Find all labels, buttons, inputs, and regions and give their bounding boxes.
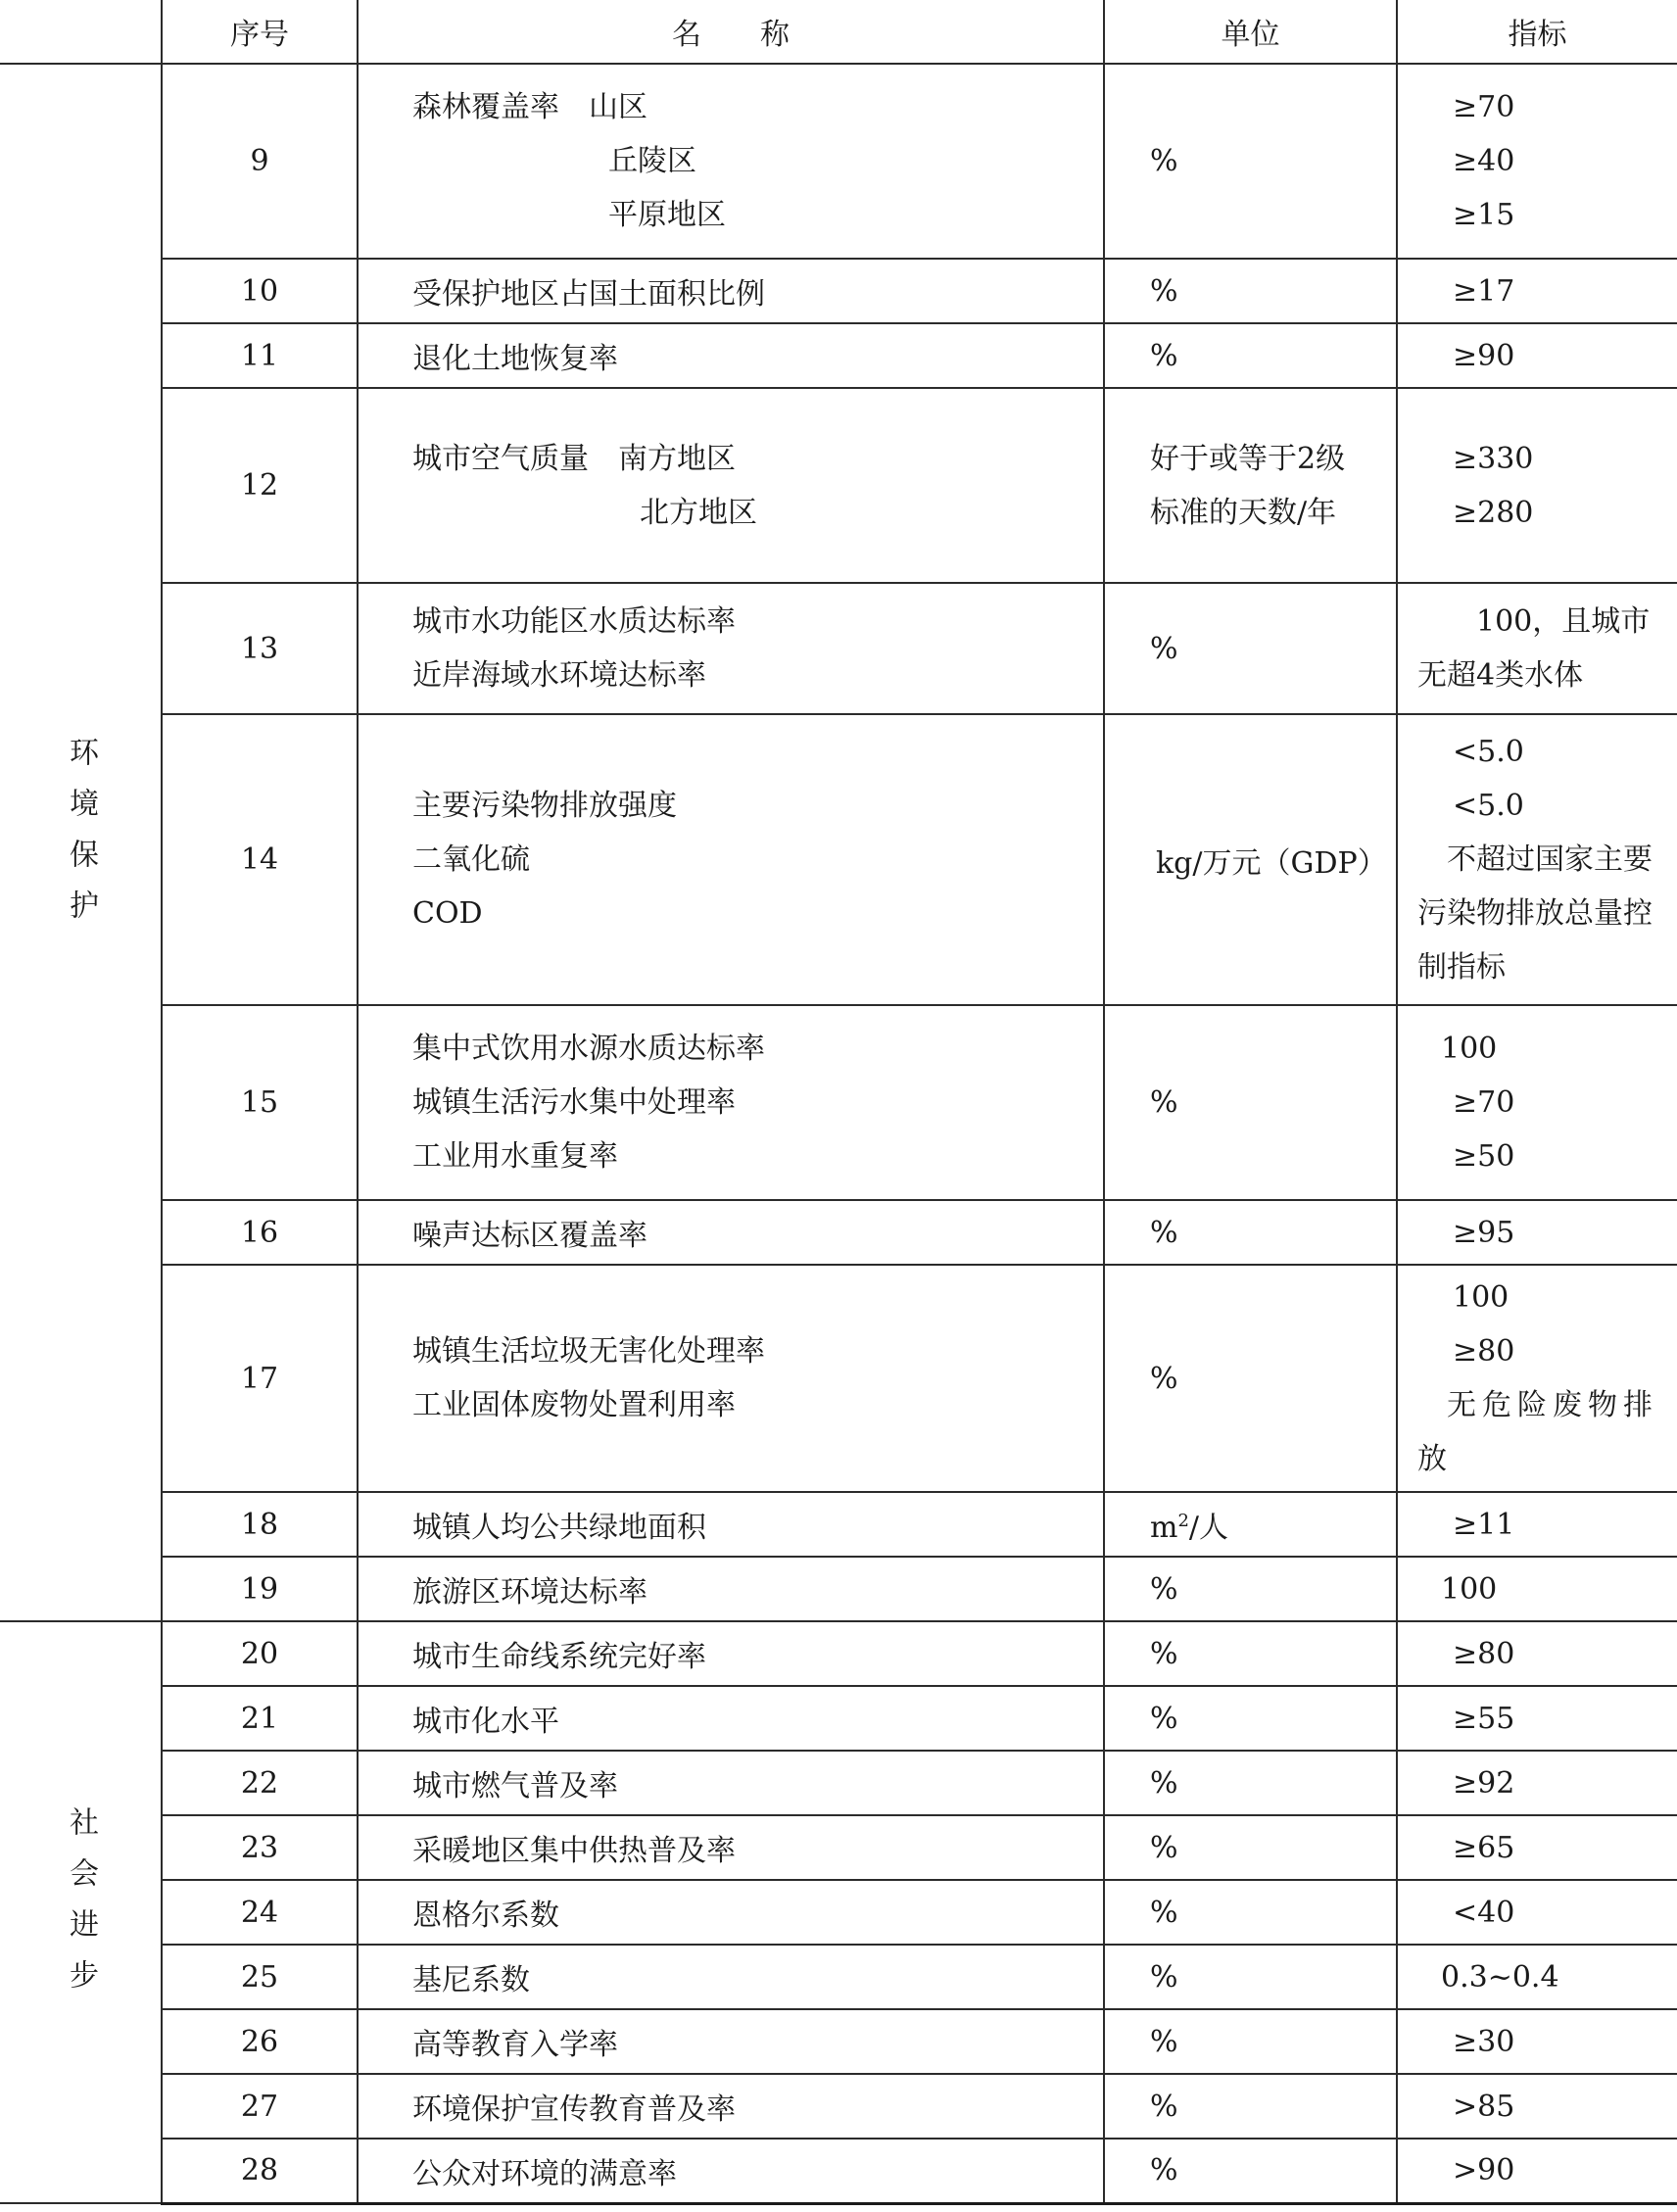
table-row [0, 1005, 1677, 1200]
indicator-line: ≥15 [1453, 198, 1515, 232]
row-number: 25 [162, 1945, 358, 2009]
name-line: 城镇生活污水集中处理率 [412, 1085, 736, 1120]
row-name: 退化土地恢复率 [358, 323, 1104, 388]
row-indicator [1397, 1265, 1677, 1492]
table-row [0, 714, 1677, 1005]
row-unit: % [1104, 2074, 1397, 2139]
indicator-line: ≥80 [1453, 1636, 1515, 1671]
row-name: 噪声达标区覆盖率 [358, 1200, 1104, 1265]
indicator-line: ≥17 [1453, 273, 1515, 309]
name-line: 二氧化硫 [412, 842, 530, 877]
row-number: 21 [162, 1686, 358, 1751]
row-number: 15 [162, 1005, 358, 1200]
row-name [358, 388, 1104, 583]
name-line: 工业用水重复率 [412, 1139, 618, 1174]
row-number: 26 [162, 2009, 358, 2074]
row-indicator [1397, 1815, 1677, 1880]
unit-line: 标准的天数/年 [1150, 495, 1337, 530]
row-unit: % [1104, 1005, 1397, 1200]
row-unit: kg/万元（GDP） [1104, 714, 1397, 1005]
table-row [0, 2009, 1677, 2074]
table-row [0, 323, 1677, 388]
indicator-line: ≥70 [1453, 1085, 1515, 1120]
row-name: 基尼系数 [358, 1945, 1104, 2009]
indicator-line: 100，且城市无超4类水体 [1417, 604, 1651, 693]
unit-base: m [1150, 1511, 1178, 1545]
row-name: 城市燃气普及率 [358, 1751, 1104, 1815]
indicator-line: ≥95 [1453, 1215, 1515, 1250]
unit-line: 好于或等于2级 [1150, 441, 1346, 476]
row-name: 受保护地区占国土面积比例 [358, 259, 1104, 323]
indicator-line: ≥65 [1453, 1830, 1515, 1865]
indicator-line: 100 [1441, 1032, 1498, 1066]
row-indicator [1397, 64, 1677, 259]
row-unit: % [1104, 323, 1397, 388]
indicator-line: ≥280 [1453, 495, 1534, 530]
indicator-line: 不超过国家主要污染物排放总量控制指标 [1417, 842, 1653, 985]
row-unit: % [1104, 1880, 1397, 1945]
row-unit: % [1104, 2009, 1397, 2074]
header-row [0, 0, 1677, 64]
indicator-line: ≥70 [1453, 90, 1515, 124]
row-name: 旅游区环境达标率 [358, 1557, 1104, 1621]
row-indicator [1397, 1686, 1677, 1751]
row-indicator [1397, 1492, 1677, 1557]
row-name: 高等教育入学率 [358, 2009, 1104, 2074]
indicator-line: ≥40 [1453, 144, 1515, 178]
row-unit [1104, 388, 1397, 583]
unit-superscript: 2 [1177, 1511, 1189, 1531]
indicator-line: ≥30 [1453, 2024, 1515, 2059]
table-row [0, 1815, 1677, 1880]
indicator-line: 100 [1453, 1280, 1509, 1315]
row-number: 16 [162, 1200, 358, 1265]
table-row [0, 388, 1677, 583]
table-row [0, 2139, 1677, 2203]
row-name: 城市生命线系统完好率 [358, 1621, 1104, 1686]
indicator-line: 0.3~0.4 [1441, 1959, 1559, 1995]
row-number: 22 [162, 1751, 358, 1815]
row-name: 采暖地区集中供热普及率 [358, 1815, 1104, 1880]
row-unit: % [1104, 1557, 1397, 1621]
row-indicator [1397, 2074, 1677, 2139]
row-name [358, 583, 1104, 714]
row-unit: % [1104, 1265, 1397, 1492]
row-indicator [1397, 1945, 1677, 2009]
indicator-line: <5.0 [1453, 735, 1524, 769]
name-line: 主要污染物排放强度 [412, 789, 677, 823]
table-header [0, 0, 1677, 64]
row-name: 恩格尔系数 [358, 1880, 1104, 1945]
row-unit: % [1104, 259, 1397, 323]
name-line: 平原地区 [608, 198, 726, 232]
row-number: 19 [162, 1557, 358, 1621]
row-name: 公众对环境的满意率 [358, 2139, 1104, 2203]
row-unit: % [1104, 1815, 1397, 1880]
indicator-line: ≥11 [1453, 1507, 1515, 1542]
row-unit: % [1104, 583, 1397, 714]
row-name [358, 64, 1104, 259]
indicator-line: >90 [1453, 2153, 1515, 2188]
indicator-line: ≥92 [1453, 1765, 1515, 1801]
row-indicator [1397, 388, 1677, 583]
header-name: 名 称 [358, 0, 1104, 64]
row-number: 14 [162, 714, 358, 1005]
indicator-line: ≥90 [1453, 338, 1515, 373]
table-row [0, 1880, 1677, 1945]
table-row [0, 64, 1677, 259]
row-name: 城市化水平 [358, 1686, 1104, 1751]
name-line: 森林覆盖率 山区 [412, 90, 647, 124]
header-unit: 单位 [1104, 0, 1397, 64]
table-body [0, 64, 1677, 2203]
name-line: 近岸海域水环境达标率 [412, 658, 706, 693]
row-number: 24 [162, 1880, 358, 1945]
header-indicator: 指标 [1397, 0, 1677, 64]
row-indicator [1397, 714, 1677, 1005]
name-line: 工业固体废物处置利用率 [412, 1388, 736, 1422]
row-number: 13 [162, 583, 358, 714]
table-row [0, 1686, 1677, 1751]
row-indicator [1397, 2139, 1677, 2203]
indicator-line: <40 [1453, 1895, 1515, 1930]
name-line: 城市水功能区水质达标率 [412, 604, 736, 639]
name-line: 集中式饮用水源水质达标率 [412, 1032, 765, 1066]
row-name [358, 1005, 1104, 1200]
header-seq: 序号 [162, 0, 358, 64]
table-row [0, 259, 1677, 323]
table-row [0, 1265, 1677, 1492]
row-indicator [1397, 323, 1677, 388]
row-indicator [1397, 1751, 1677, 1815]
indicator-line: ≥55 [1453, 1701, 1515, 1736]
indicator-line: 100 [1441, 1571, 1498, 1607]
row-number: 10 [162, 259, 358, 323]
row-unit: % [1104, 2139, 1397, 2203]
category-label: 环境保护 [64, 737, 98, 940]
table-row [0, 1751, 1677, 1815]
row-unit: % [1104, 1945, 1397, 2009]
row-indicator [1397, 1880, 1677, 1945]
table-row [0, 2074, 1677, 2139]
table-row [0, 1557, 1677, 1621]
row-number: 20 [162, 1621, 358, 1686]
row-unit: % [1104, 1200, 1397, 1265]
row-unit: % [1104, 64, 1397, 259]
row-indicator [1397, 1200, 1677, 1265]
row-number: 17 [162, 1265, 358, 1492]
row-unit [1104, 1492, 1397, 1557]
row-unit: % [1104, 1751, 1397, 1815]
indicator-line: <5.0 [1453, 789, 1524, 823]
row-unit: % [1104, 1686, 1397, 1751]
row-number: 23 [162, 1815, 358, 1880]
name-line: 城镇生活垃圾无害化处理率 [412, 1334, 765, 1369]
row-number: 27 [162, 2074, 358, 2139]
table-row [0, 1200, 1677, 1265]
category-label: 社会进步 [64, 1806, 98, 2010]
row-name [358, 1265, 1104, 1492]
category-cell [0, 1621, 162, 2203]
row-indicator [1397, 1005, 1677, 1200]
row-number: 11 [162, 323, 358, 388]
table-row [0, 1945, 1677, 2009]
row-indicator [1397, 259, 1677, 323]
name-line: 北方地区 [640, 495, 757, 530]
row-number: 9 [162, 64, 358, 259]
table-row [0, 1621, 1677, 1686]
name-line: COD [412, 896, 483, 931]
row-number: 28 [162, 2139, 358, 2203]
table-row [0, 1492, 1677, 1557]
indicator-line: ≥80 [1453, 1334, 1515, 1369]
indicator-line: >85 [1453, 2089, 1515, 2124]
row-unit: % [1104, 1621, 1397, 1686]
row-indicator [1397, 2009, 1677, 2074]
unit-tail: /人 [1188, 1511, 1229, 1545]
name-line: 丘陵区 [608, 144, 696, 178]
row-name: 环境保护宣传教育普及率 [358, 2074, 1104, 2139]
row-indicator [1397, 1621, 1677, 1686]
row-number: 18 [162, 1492, 358, 1557]
row-indicator [1397, 1557, 1677, 1621]
category-cell [0, 64, 162, 1621]
indicator-line: 无危险废物排放 [1417, 1388, 1658, 1476]
indicator-line: ≥50 [1453, 1139, 1515, 1174]
header-category [0, 0, 162, 64]
table-row [0, 583, 1677, 714]
row-name [358, 714, 1104, 1005]
row-name: 城镇人均公共绿地面积 [358, 1492, 1104, 1557]
indicator-line: ≥330 [1453, 441, 1534, 476]
row-indicator [1397, 583, 1677, 714]
name-line: 城市空气质量 南方地区 [412, 441, 736, 476]
row-number: 12 [162, 388, 358, 583]
